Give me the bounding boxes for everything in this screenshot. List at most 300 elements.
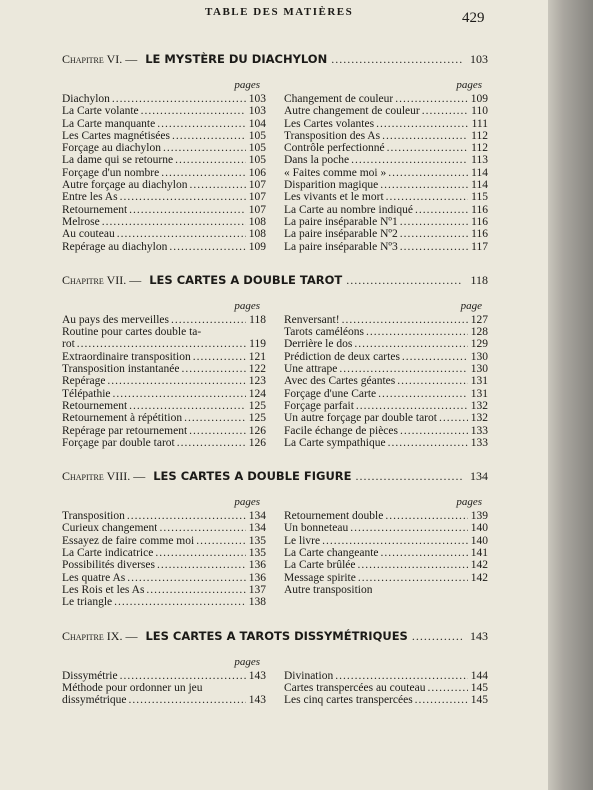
entry-page: 132 <box>470 399 488 412</box>
chapter-section <box>62 629 488 707</box>
toc-entry[interactable] <box>284 559 488 571</box>
leader-dots <box>113 388 246 400</box>
entry-page: 104 <box>248 117 266 130</box>
chapter-title: LES CARTES A DOUBLE TAROT <box>149 272 343 287</box>
pages-column-label: pages <box>234 655 260 668</box>
entry-page: 127 <box>470 313 488 326</box>
chapter-title: LES CARTES A DOUBLE FIGURE <box>153 469 352 484</box>
leader-dots <box>177 437 246 449</box>
toc-entry[interactable] <box>284 425 488 437</box>
leader-dots <box>422 105 468 117</box>
entry-title: Autre forçage au diachylon <box>62 179 188 192</box>
toc-entry[interactable] <box>62 118 266 130</box>
chapter-heading[interactable] <box>62 273 488 288</box>
entry-page: 142 <box>470 559 488 572</box>
entry-title: Avec des Cartes géantes <box>284 375 396 388</box>
leader-dots <box>193 351 246 363</box>
toc-entry[interactable] <box>284 118 488 130</box>
chapter-label: Chapitre VIII. — <box>62 469 146 484</box>
entry-page: 131 <box>470 387 488 400</box>
leader-dots <box>141 105 246 117</box>
toc-entry[interactable] <box>284 510 488 522</box>
entry-title: Extraordinaire transposition <box>62 350 191 363</box>
leader-dots <box>380 179 468 191</box>
toc-entry[interactable] <box>62 314 266 326</box>
toc-entry[interactable] <box>62 363 266 375</box>
entry-title: dissymétrique <box>62 694 127 707</box>
entry-title: Derrière le dos <box>284 338 353 351</box>
toc-entry[interactable] <box>62 93 266 105</box>
toc-entry[interactable] <box>284 522 488 534</box>
leader-dots <box>388 437 468 449</box>
toc-entry[interactable] <box>284 670 488 682</box>
entry-title: Entre les As <box>62 191 118 204</box>
entry-page: 103 <box>248 93 266 105</box>
right-column <box>284 79 488 253</box>
entry-title: La paire inséparable Nº2 <box>284 228 398 241</box>
entry-title: Forçage parfait <box>284 399 354 412</box>
entry-title: La Carte indicatrice <box>62 547 154 560</box>
leader-dots <box>189 425 246 437</box>
entry-title: Divination <box>284 669 334 682</box>
chapter-page: 143 <box>470 628 488 643</box>
left-column <box>62 79 266 253</box>
running-head: TABLE DES MATIÈRES <box>205 6 354 18</box>
entry-title: Les Cartes volantes <box>284 117 375 130</box>
pages-column-label: pages <box>234 299 260 312</box>
entry-page: 131 <box>470 375 488 388</box>
toc-entry[interactable] <box>62 105 266 117</box>
entry-page: 135 <box>248 534 266 547</box>
entry-page: 129 <box>470 338 488 351</box>
entry-page: 143 <box>248 694 266 707</box>
entry-page: 105 <box>248 142 266 155</box>
toc-entry[interactable] <box>62 682 266 694</box>
entry-title: Dans la poche <box>284 154 350 167</box>
entry-page: 135 <box>248 547 266 560</box>
entry-page: 116 <box>471 215 488 228</box>
entry-title: Diachylon <box>62 93 110 105</box>
toc-entry[interactable] <box>284 535 488 547</box>
toc-entry[interactable] <box>284 363 488 375</box>
leader-dots <box>427 682 468 694</box>
toc-entry[interactable] <box>284 204 488 216</box>
leader-dots <box>331 52 462 67</box>
toc-entry[interactable] <box>62 388 266 400</box>
leader-dots <box>358 572 468 584</box>
entry-title: Retournement <box>62 399 128 412</box>
leader-dots <box>385 510 468 522</box>
pages-column-label: pages <box>456 79 482 91</box>
leader-dots <box>387 142 468 154</box>
leader-dots <box>161 167 246 179</box>
entry-title: Essayez de faire comme moi <box>62 534 195 547</box>
leader-dots <box>335 670 468 682</box>
entry-page: 123 <box>248 375 266 388</box>
toc-entry[interactable] <box>62 584 266 596</box>
pages-column-label: pages <box>234 496 260 509</box>
entry-title: La Carte manquante <box>62 117 156 130</box>
entry-page: 113 <box>471 154 488 167</box>
chapter-label: Chapitre VI. — <box>62 52 138 66</box>
entry-page: 116 <box>471 203 488 216</box>
toc-entry[interactable] <box>62 510 266 522</box>
entry-title: Autre transposition <box>284 583 373 596</box>
entry-page: 112 <box>471 142 488 155</box>
entry-title: Transposition instantanée <box>62 363 180 376</box>
entry-page: 111 <box>471 117 488 130</box>
leader-dots <box>169 241 246 253</box>
toc-entry[interactable] <box>62 241 266 253</box>
entry-page: 107 <box>248 203 266 216</box>
pages-column-label <box>284 656 488 670</box>
left-column <box>62 496 266 608</box>
leader-dots <box>163 142 246 154</box>
pages-column-label: pages <box>234 79 260 91</box>
right-column <box>284 656 488 707</box>
toc-entry[interactable] <box>284 179 488 191</box>
toc-entry[interactable] <box>284 547 488 559</box>
leader-dots <box>157 118 246 130</box>
entry-title: Les quatre As <box>62 571 126 584</box>
leader-dots <box>146 584 246 596</box>
chapter-heading[interactable] <box>62 469 488 484</box>
chapter-section <box>62 273 488 449</box>
toc-entry[interactable] <box>62 670 266 682</box>
entry-page: 114 <box>471 179 488 192</box>
pages-column-label: pages <box>456 496 482 509</box>
toc-entry[interactable] <box>284 228 488 240</box>
toc-entry[interactable] <box>284 93 488 105</box>
toc-entry[interactable] <box>284 351 488 363</box>
pages-column-label: page <box>460 299 482 312</box>
leader-dots <box>376 118 468 130</box>
entry-page: 136 <box>248 571 266 584</box>
entry-page: 118 <box>249 313 266 326</box>
leader-dots <box>107 375 246 387</box>
leader-dots <box>120 191 246 203</box>
left-column <box>62 656 266 707</box>
entry-page: 106 <box>248 166 266 179</box>
entry-title: Tarots caméléons <box>284 326 364 339</box>
leader-dots <box>127 510 246 522</box>
entry-title: Télépathie <box>62 387 111 400</box>
entry-page: 109 <box>248 240 266 253</box>
entry-page: 144 <box>470 669 488 682</box>
entry-page: 126 <box>248 424 266 437</box>
toc-entry[interactable] <box>62 547 266 559</box>
leader-dots <box>175 154 246 166</box>
toc-entry[interactable] <box>284 388 488 400</box>
entry-page: 130 <box>470 363 488 376</box>
entry-page: 145 <box>470 694 488 707</box>
chapter-title: LES CARTES A TAROTS DISSYMÉTRIQUES <box>145 628 408 643</box>
right-column <box>284 496 488 608</box>
page-edge-background <box>548 0 593 790</box>
entry-title: Repérage au diachylon <box>62 240 168 253</box>
entry-page: 139 <box>470 510 488 523</box>
leader-dots <box>114 596 246 608</box>
entry-title: Les vivants et le mort <box>284 191 384 204</box>
toc-entry[interactable] <box>284 572 488 584</box>
entry-page: 130 <box>470 350 488 363</box>
toc-entry[interactable] <box>62 437 266 449</box>
page-number: 429 <box>462 10 485 26</box>
toc-entry[interactable] <box>62 216 266 228</box>
toc-entry[interactable] <box>62 596 266 608</box>
entry-title: Le triangle <box>62 596 113 609</box>
leader-dots <box>120 670 246 682</box>
entry-page: 124 <box>248 387 266 400</box>
leader-dots <box>351 154 468 166</box>
entry-page: 128 <box>470 326 488 339</box>
entry-page: 134 <box>248 522 266 535</box>
toc-entry[interactable] <box>62 375 266 387</box>
entry-page: 116 <box>471 228 488 241</box>
entry-title: Dissymétrie <box>62 669 118 682</box>
entry-page: 134 <box>248 510 266 523</box>
entry-title: Une attrape <box>284 363 338 376</box>
toc-entry[interactable] <box>62 412 266 424</box>
chapter-section <box>62 52 488 253</box>
leader-dots <box>439 412 468 424</box>
entry-page: 125 <box>248 412 266 425</box>
leader-dots <box>112 93 246 105</box>
leader-dots <box>356 469 463 484</box>
toc-entry[interactable] <box>284 241 488 253</box>
leader-dots <box>358 559 468 571</box>
entry-page: 145 <box>470 681 488 694</box>
entry-title: Transposition <box>62 510 125 523</box>
entry-title: Le livre <box>284 534 321 547</box>
leader-dots <box>388 167 468 179</box>
leader-dots <box>415 694 468 706</box>
entry-title: Au pays des merveilles <box>62 313 169 326</box>
chapter-label: Chapitre VII. — <box>62 272 142 287</box>
leader-dots <box>400 216 468 228</box>
chapter-heading[interactable] <box>62 629 488 644</box>
entry-page: 141 <box>470 547 488 560</box>
toc-entry[interactable] <box>284 191 488 203</box>
toc-entry[interactable] <box>62 191 266 203</box>
entry-title: Un bonneteau <box>284 522 349 535</box>
entry-title: La Carte volante <box>62 105 139 118</box>
entry-title: Un autre forçage par double tarot <box>284 412 437 425</box>
leader-dots <box>196 535 246 547</box>
entry-page: 140 <box>470 534 488 547</box>
entry-page: 143 <box>248 669 266 682</box>
entry-title: Renversant! <box>284 313 340 326</box>
entry-title: rot <box>62 338 75 351</box>
toc-entry[interactable] <box>62 535 266 547</box>
leader-dots <box>402 351 468 363</box>
toc-entry[interactable] <box>284 314 488 326</box>
toc-entry[interactable] <box>62 167 266 179</box>
entry-title: Cartes transpercées au couteau <box>284 681 426 694</box>
chapter-title: LE MYSTÈRE DU DIACHYLON <box>145 52 328 66</box>
leader-dots <box>159 522 246 534</box>
leader-dots <box>356 400 468 412</box>
toc-entry[interactable] <box>284 216 488 228</box>
entry-page: 138 <box>248 596 266 609</box>
toc-entry[interactable] <box>284 105 488 117</box>
toc-entry[interactable] <box>62 204 266 216</box>
entry-title: Autre changement de couleur <box>284 105 420 118</box>
entry-title: Routine pour cartes double ta- <box>62 326 202 339</box>
entry-page: 107 <box>248 191 266 204</box>
toc-entry[interactable] <box>62 179 266 191</box>
toc-entry[interactable] <box>284 142 488 154</box>
entry-title: Transposition des As <box>284 129 381 142</box>
toc-entry[interactable] <box>62 572 266 584</box>
entry-title: La Carte sympathique <box>284 436 386 449</box>
entry-page: 119 <box>249 338 266 351</box>
leader-dots <box>129 204 246 216</box>
entry-title: Les Rois et les As <box>62 583 145 596</box>
leader-dots <box>354 338 468 350</box>
toc-entry[interactable] <box>62 522 266 534</box>
chapter-label: Chapitre IX. — <box>62 628 138 643</box>
entry-title: Possibilités diverses <box>62 559 155 572</box>
entry-title: Repérage par retournement <box>62 424 188 437</box>
toc-entry[interactable] <box>284 130 488 142</box>
toc-entry[interactable] <box>62 694 266 706</box>
left-column <box>62 300 266 449</box>
toc-entry[interactable] <box>284 412 488 424</box>
leader-dots <box>322 535 468 547</box>
entry-page: 112 <box>471 129 488 142</box>
leader-dots <box>189 179 246 191</box>
entry-page: 107 <box>248 179 266 192</box>
leader-dots <box>342 314 468 326</box>
leader-dots <box>415 204 468 216</box>
entry-page: 105 <box>248 154 266 167</box>
entry-title: La Carte changeante <box>284 547 379 560</box>
entry-page: 137 <box>248 583 266 596</box>
toc-entry[interactable] <box>284 326 488 338</box>
leader-dots <box>181 363 246 375</box>
entry-title: La paire inséparable Nº1 <box>284 215 398 228</box>
leader-dots <box>129 694 246 706</box>
entry-title: La dame qui se retourne <box>62 154 174 167</box>
entry-page: 110 <box>471 105 488 118</box>
entry-title: Changement de couleur <box>284 93 394 105</box>
toc-entry[interactable] <box>62 338 266 350</box>
toc-entry[interactable] <box>284 682 488 694</box>
entry-title: Forçage d'une Carte <box>284 387 377 400</box>
entry-page: 108 <box>248 228 266 241</box>
entry-page: 114 <box>471 166 488 179</box>
toc-entry[interactable] <box>62 130 266 142</box>
leader-dots <box>155 547 246 559</box>
entry-title: Facile échange de pièces <box>284 424 398 437</box>
toc-entry[interactable] <box>284 437 488 449</box>
entry-title: Message spirite <box>284 571 356 584</box>
entry-title: « Faites comme moi » <box>284 166 387 179</box>
leader-dots <box>157 559 246 571</box>
entry-title: Forçage d'un nombre <box>62 166 160 179</box>
leader-dots <box>339 363 468 375</box>
leader-dots <box>184 412 246 424</box>
entry-title: Repérage <box>62 375 106 388</box>
entry-page: 122 <box>248 363 266 376</box>
entry-page: 136 <box>248 559 266 572</box>
entry-page: 108 <box>248 215 266 228</box>
toc-entry[interactable] <box>62 559 266 571</box>
entry-title: Disparition magique <box>284 179 379 192</box>
leader-dots <box>397 375 468 387</box>
leader-dots <box>382 130 468 142</box>
leader-dots <box>400 228 468 240</box>
leader-dots <box>386 191 468 203</box>
entry-page: 140 <box>470 522 488 535</box>
toc-entry[interactable] <box>284 694 488 706</box>
entry-title: Au couteau <box>62 228 115 241</box>
entry-page: 103 <box>248 105 266 118</box>
entry-title: Retournement double <box>284 510 384 523</box>
toc-entry[interactable] <box>62 154 266 166</box>
leader-dots <box>350 522 468 534</box>
toc-entry[interactable] <box>284 154 488 166</box>
leader-dots <box>172 130 246 142</box>
chapter-section <box>62 469 488 608</box>
leader-dots <box>171 314 246 326</box>
leader-dots <box>378 388 468 400</box>
entry-title: Forçage par double tarot <box>62 436 175 449</box>
entry-page: 133 <box>470 424 488 437</box>
chapter-page: 134 <box>470 469 488 484</box>
entry-page: 142 <box>470 571 488 584</box>
toc-entry[interactable] <box>62 351 266 363</box>
toc-entry[interactable] <box>284 375 488 387</box>
right-column <box>284 300 488 449</box>
entry-title: Méthode pour ordonner un jeu <box>62 681 203 694</box>
toc-entry[interactable] <box>284 338 488 350</box>
toc-entry[interactable] <box>284 584 488 596</box>
entry-page: 109 <box>470 93 488 105</box>
entry-title: Melrose <box>62 215 100 228</box>
entry-title: Forçage au diachylon <box>62 142 161 155</box>
toc-entry[interactable] <box>62 400 266 412</box>
entry-page: 121 <box>248 350 266 363</box>
leader-dots <box>102 216 246 228</box>
leader-dots <box>127 572 246 584</box>
entry-page: 115 <box>471 191 488 204</box>
entry-title: La Carte brûlée <box>284 559 356 572</box>
toc-entry[interactable] <box>284 167 488 179</box>
table-of-contents <box>62 52 488 726</box>
chapter-heading[interactable] <box>62 52 488 67</box>
leader-dots <box>346 273 462 288</box>
entry-title: Les cinq cartes transpercées <box>284 694 413 707</box>
entry-page: 125 <box>248 399 266 412</box>
toc-entry[interactable] <box>62 326 266 338</box>
entry-page: 132 <box>470 412 488 425</box>
entry-title: La Carte au nombre indiqué <box>284 203 414 216</box>
entry-title: La paire inséparable Nº3 <box>284 240 398 253</box>
toc-entry[interactable] <box>284 400 488 412</box>
leader-dots <box>381 547 469 559</box>
leader-dots <box>395 93 468 105</box>
toc-entry[interactable] <box>62 425 266 437</box>
entry-title: Prédiction de deux cartes <box>284 350 400 363</box>
entry-title: Retournement <box>62 203 128 216</box>
toc-entry[interactable] <box>62 228 266 240</box>
entry-title: Contrôle perfectionné <box>284 142 385 155</box>
entry-title: Retournement à répétition <box>62 412 183 425</box>
toc-entry[interactable] <box>62 142 266 154</box>
entry-page: 126 <box>248 436 266 449</box>
